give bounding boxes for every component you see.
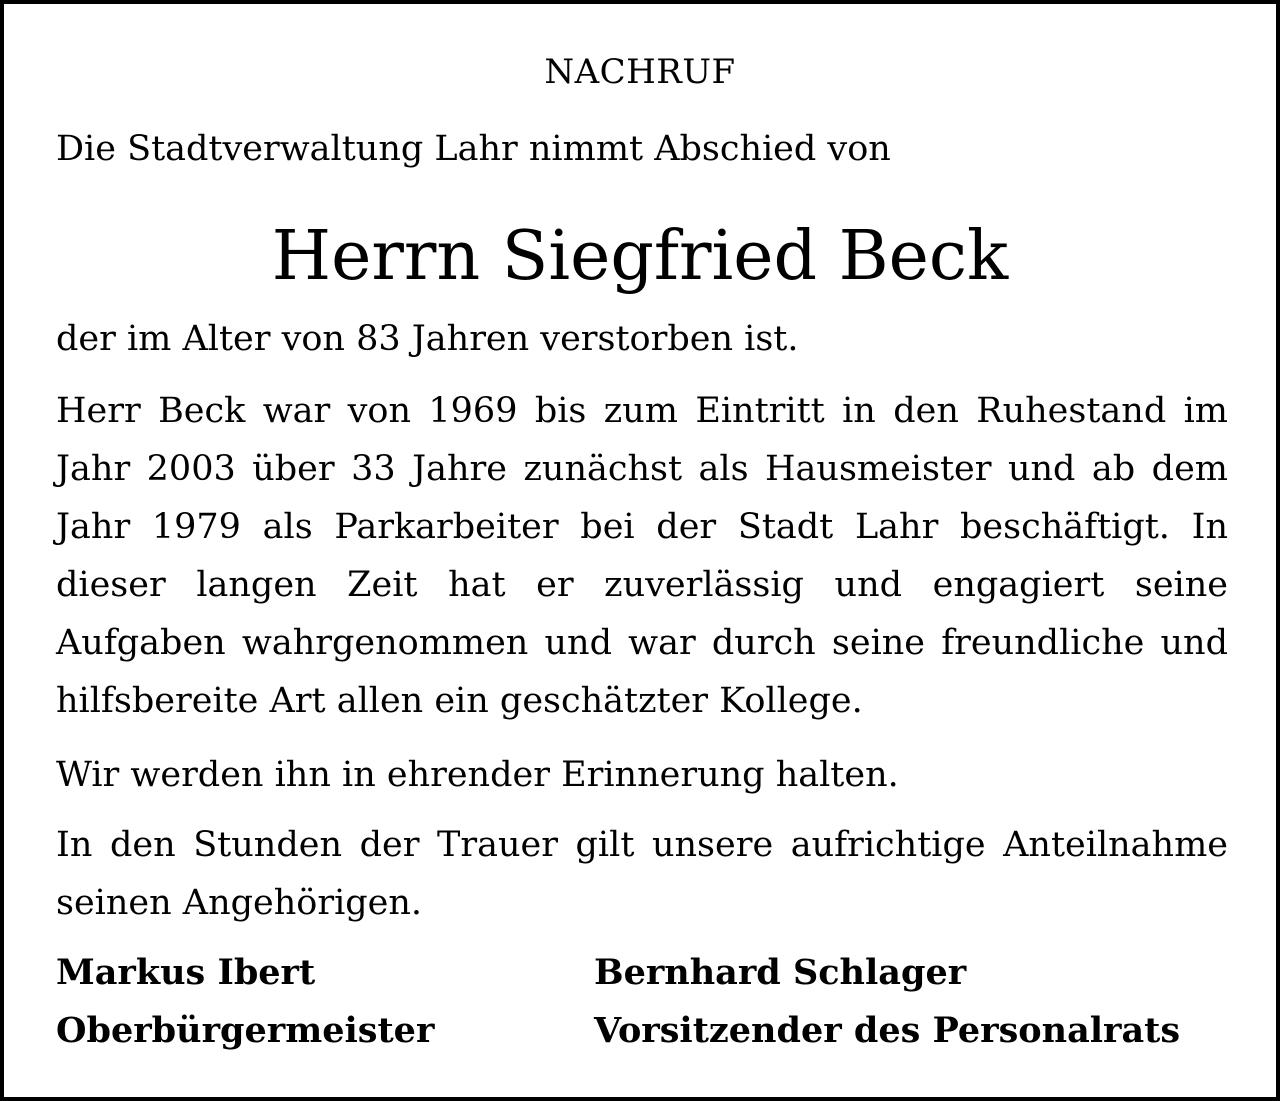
age-line: der im Alter von 83 Jahren verstorben ist. bbox=[56, 319, 799, 359]
intro-line: Die Stadtverwaltung Lahr nimmt Abschied von bbox=[56, 129, 891, 169]
sympathy-paragraph: In den Stunden der Trauer gilt unsere aufrichtige Anteilnahme seinen Angehörigen. bbox=[56, 825, 1228, 923]
signatory-name: Markus Ibert bbox=[56, 952, 316, 993]
signatory-title: Vorsitzender des Personalrats bbox=[594, 1010, 1181, 1051]
remembrance-paragraph: Wir werden ihn in ehrender Erinnerung halten. bbox=[56, 755, 899, 795]
notice-heading: NACHRUF bbox=[544, 52, 736, 92]
signatory-title: Oberbürgermeister bbox=[56, 1010, 435, 1051]
biography-paragraph: Herr Beck war von 1969 bis zum Eintritt in den Ruhestand im Jahr 2003 über 33 Jahre zunächst als Hausmeister und ab dem Jahr 1979 als Parkarbeiter bei der Stadt Lahr beschäftigt. In dieser langen Zeit hat er zuverlässig und engagiert seine Aufgaben wahrgenommen und war durch seine freundliche und hilfsbereite Art allen ein geschätzter Kollege. bbox=[56, 391, 1228, 721]
signature-block-council bbox=[594, 944, 1180, 1060]
signature-block-mayor bbox=[56, 944, 434, 1060]
signatory-name: Bernhard Schlager bbox=[594, 952, 967, 993]
deceased-name: Herrn Siegfried Beck bbox=[271, 217, 1009, 296]
